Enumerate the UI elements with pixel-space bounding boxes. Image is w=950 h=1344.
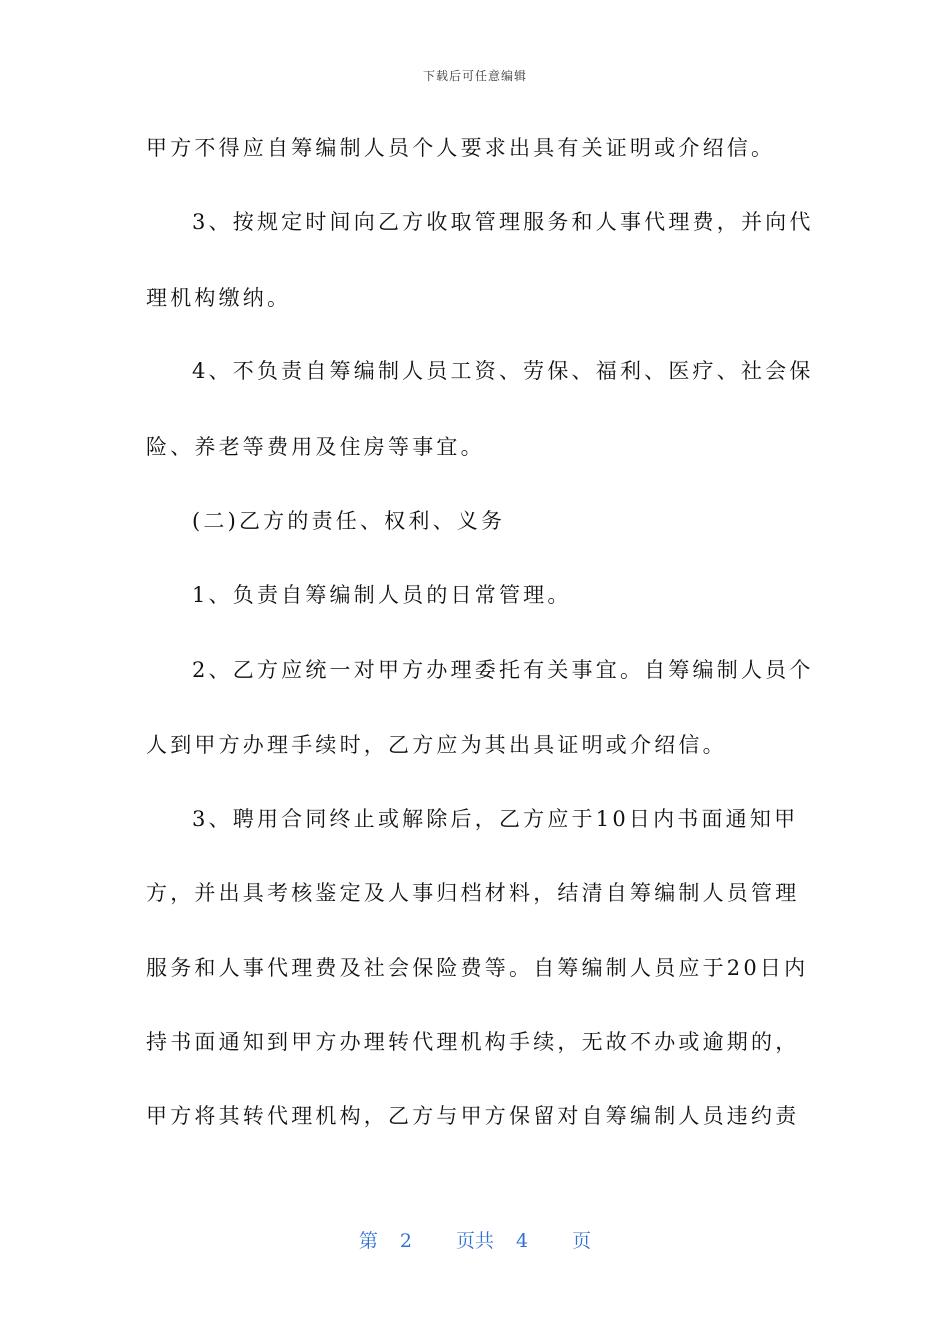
body-line: 险、养老等费用及住房等事宜。 <box>146 435 485 459</box>
body-line: 3、按规定时间向乙方收取管理服务和人事代理费，并向代 <box>192 210 814 234</box>
body-line: 甲方将其转代理机构，乙方与甲方保留对自筹编制人员违约责 <box>146 1104 800 1128</box>
body-line: 持书面通知到甲方办理转代理机构手续，无故不办或逾期的， <box>146 1030 800 1054</box>
body-line: 3、聘用合同终止或解除后，乙方应于10日内书面通知甲 <box>192 807 799 831</box>
body-line: 甲方不得应自筹编制人员个人要求出具有关证明或介绍信。 <box>146 136 776 160</box>
body-line: 2、乙方应统一对甲方办理委托有关事宜。自筹编制人员个 <box>192 658 814 682</box>
body-line: 方，并出具考核鉴定及人事归档材料，结清自筹编制人员管理 <box>146 881 800 905</box>
download-note: 下载后可任意编辑 <box>422 69 527 83</box>
page-prefix: 第 <box>358 1230 378 1252</box>
body-line: 理机构缴纳。 <box>146 286 292 310</box>
page-suffix: 页 <box>572 1230 592 1252</box>
current-page-number: 2 <box>399 1230 412 1252</box>
page-middle: 页共 <box>455 1230 494 1252</box>
body-line: 人到甲方办理手续时，乙方应为其出具证明或介绍信。 <box>146 733 727 757</box>
section-heading: (二)乙方的责任、权利、义务 <box>192 509 506 533</box>
body-line: 1、负责自筹编制人员的日常管理。 <box>192 583 572 607</box>
body-line: 服务和人事代理费及社会保险费等。自筹编制人员应于20日内 <box>146 956 809 980</box>
page-number-footer <box>0 1226 950 1253</box>
body-line: 4、不负责自筹编制人员工资、劳保、福利、医疗、社会保 <box>192 359 814 383</box>
total-pages-number: 4 <box>516 1230 529 1252</box>
